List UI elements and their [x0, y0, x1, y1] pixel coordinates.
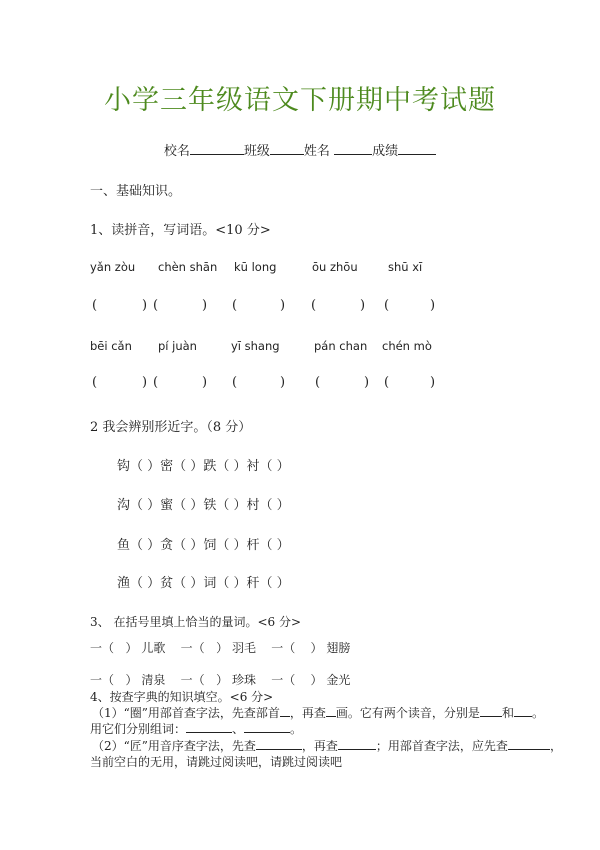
answer-paren-close: )	[202, 375, 208, 390]
answer-paren: （ ）	[130, 459, 161, 474]
measure-noun: 清泉	[141, 673, 166, 687]
similar-char-row	[117, 455, 290, 474]
prefix: 一	[180, 673, 193, 687]
pinyin-item: yǎn zòu	[90, 260, 136, 274]
answer-paren-open: (	[232, 375, 238, 390]
char: 密	[160, 459, 174, 474]
measure-noun: 金光	[326, 673, 351, 687]
char: 杆	[246, 538, 260, 553]
q4-text: 用它们分别组词：	[90, 722, 187, 736]
char: 沟	[117, 498, 131, 513]
answer-paren: （ ）	[216, 576, 247, 591]
answer-paren-close: )	[142, 375, 148, 390]
answer-paren-open: (	[232, 298, 238, 313]
paren-open: （	[192, 673, 205, 687]
char: 渔	[117, 576, 131, 591]
measure-word-row	[90, 639, 350, 656]
paren-open: （	[192, 641, 205, 655]
section-heading-basics: 一、基础知识。	[90, 184, 182, 199]
answer-paren: （ ）	[259, 576, 290, 591]
answer-paren: （ ）	[173, 498, 204, 513]
prefix: 一	[90, 673, 103, 687]
answer-paren: （ ）	[216, 459, 247, 474]
char: 贪	[160, 538, 174, 553]
paren-close: ）	[310, 641, 323, 655]
prefix: 一	[90, 641, 103, 655]
answer-paren: （ ）	[259, 498, 290, 513]
answer-paren-close: )	[360, 298, 366, 313]
q4-line2	[90, 720, 302, 737]
answer-paren: （ ）	[216, 498, 247, 513]
q4-text: 。	[531, 706, 544, 720]
paren-close: ）	[310, 673, 323, 687]
similar-char-row	[117, 534, 290, 553]
measure-noun: 儿歌	[141, 641, 166, 655]
char: 秆	[246, 576, 260, 591]
measure-noun: 珍珠	[231, 673, 256, 687]
q4-line4: 当前空白的无用，请跳过阅读吧，请跳过阅读吧	[90, 755, 343, 769]
pinyin-item: chèn shān	[158, 260, 218, 274]
paren-close: ）	[125, 641, 138, 655]
char: 饲	[203, 538, 217, 553]
pinyin-item: shū xī	[388, 260, 423, 274]
paren-open: （	[102, 673, 115, 687]
answer-paren-open: (	[92, 298, 98, 313]
pinyin-item: yī shang	[231, 339, 280, 353]
answer-paren: （ ）	[173, 459, 204, 474]
answer-blank	[338, 739, 376, 750]
answer-blank	[280, 706, 290, 717]
char: 铁	[203, 498, 217, 513]
answer-paren-close: )	[202, 298, 208, 313]
answer-blank	[186, 722, 232, 733]
paren-open: （	[283, 641, 296, 655]
char: 贫	[160, 576, 174, 591]
answer-paren-open: (	[153, 375, 159, 390]
char: 衬	[246, 459, 260, 474]
answer-blank	[244, 722, 290, 733]
paren-close: ）	[216, 641, 229, 655]
score-blank	[398, 143, 436, 155]
char: 鱼	[117, 538, 131, 553]
answer-paren-open: (	[384, 375, 390, 390]
q4-text: （2）“匠”用音序查字法，先查	[92, 739, 256, 753]
prefix: 一	[271, 673, 284, 687]
answer-paren-close: )	[142, 298, 148, 313]
q4-text: ，再查	[301, 739, 338, 753]
measure-noun: 翅膀	[326, 641, 351, 655]
answer-paren-close: )	[364, 375, 370, 390]
q4-text: 、	[232, 722, 245, 736]
paren-open: （	[102, 641, 115, 655]
q4-text: ，再查	[289, 706, 326, 720]
answer-paren: （ ）	[173, 538, 204, 553]
q4-line1	[92, 704, 544, 721]
pinyin-item: pán chan	[314, 339, 368, 353]
score-label: 成绩	[372, 144, 399, 159]
similar-char-row	[117, 572, 290, 591]
q4-line3	[92, 737, 562, 754]
name-blank	[334, 143, 372, 155]
q4-text: （1）“圈”用部首查字法，先查部首	[92, 706, 280, 720]
answer-paren-close: )	[280, 298, 286, 313]
pinyin-item: chén mò	[382, 339, 432, 353]
name-label: 姓名	[303, 144, 330, 159]
answer-paren: （ ）	[259, 538, 290, 553]
answer-paren-open: (	[92, 375, 98, 390]
answer-paren: （ ）	[130, 498, 161, 513]
char: 跌	[203, 459, 217, 474]
pinyin-item: ōu zhōu	[312, 260, 358, 274]
char: 村	[246, 498, 260, 513]
answer-paren-open: (	[384, 298, 390, 313]
answer-paren-open: (	[315, 375, 321, 390]
char: 蜜	[160, 498, 174, 513]
pinyin-item: kū long	[234, 260, 277, 274]
q4-text: ，	[549, 739, 562, 753]
answer-paren-close: )	[280, 375, 286, 390]
school-blank	[190, 143, 244, 155]
prefix: 一	[180, 641, 193, 655]
paren-close: ）	[216, 673, 229, 687]
answer-paren: （ ）	[216, 538, 247, 553]
char: 钩	[117, 459, 131, 474]
class-label: 班级	[243, 144, 270, 159]
answer-paren: （ ）	[173, 576, 204, 591]
answer-paren: （ ）	[130, 538, 161, 553]
pinyin-item: bēi cǎn	[90, 339, 132, 353]
paren-open: （	[283, 673, 296, 687]
q3-heading: 3、 在括号里填上恰当的量词。<6 分>	[90, 615, 302, 629]
answer-paren-open: (	[153, 298, 159, 313]
page-title: 小学三年级语文下册期中考试题	[104, 85, 496, 116]
q4-heading: 4、按查字典的知识填空。<6 分>	[90, 690, 274, 704]
class-blank	[270, 143, 304, 155]
measure-noun: 羽毛	[231, 641, 256, 655]
measure-word-row	[90, 671, 350, 688]
prefix: 一	[271, 641, 284, 655]
pinyin-item: pí juàn	[158, 339, 197, 353]
q1-heading: 1、读拼音，写词语。<10 分>	[90, 223, 271, 238]
answer-paren: （ ）	[130, 576, 161, 591]
school-label: 校名	[163, 144, 190, 159]
q4-text: ；用部首查字法，应先查	[375, 739, 508, 753]
q2-heading: 2 我会辨别形近字。（8 分）	[90, 420, 252, 435]
student-info-line	[0, 140, 600, 159]
answer-blank	[480, 706, 502, 717]
answer-blank	[508, 739, 550, 750]
answer-blank	[256, 739, 302, 750]
similar-char-row	[117, 494, 290, 513]
q4-text: 画。它有两个读音，分别是	[335, 706, 480, 720]
answer-paren-open: (	[311, 298, 317, 313]
answer-paren-close: )	[430, 298, 436, 313]
paren-close: ）	[125, 673, 138, 687]
q4-text: 。	[290, 722, 303, 736]
answer-paren: （ ）	[259, 459, 290, 474]
answer-blank	[514, 706, 532, 717]
q4-text: 和	[501, 706, 514, 720]
answer-paren-close: )	[430, 375, 436, 390]
char: 词	[203, 576, 217, 591]
answer-blank	[326, 706, 336, 717]
